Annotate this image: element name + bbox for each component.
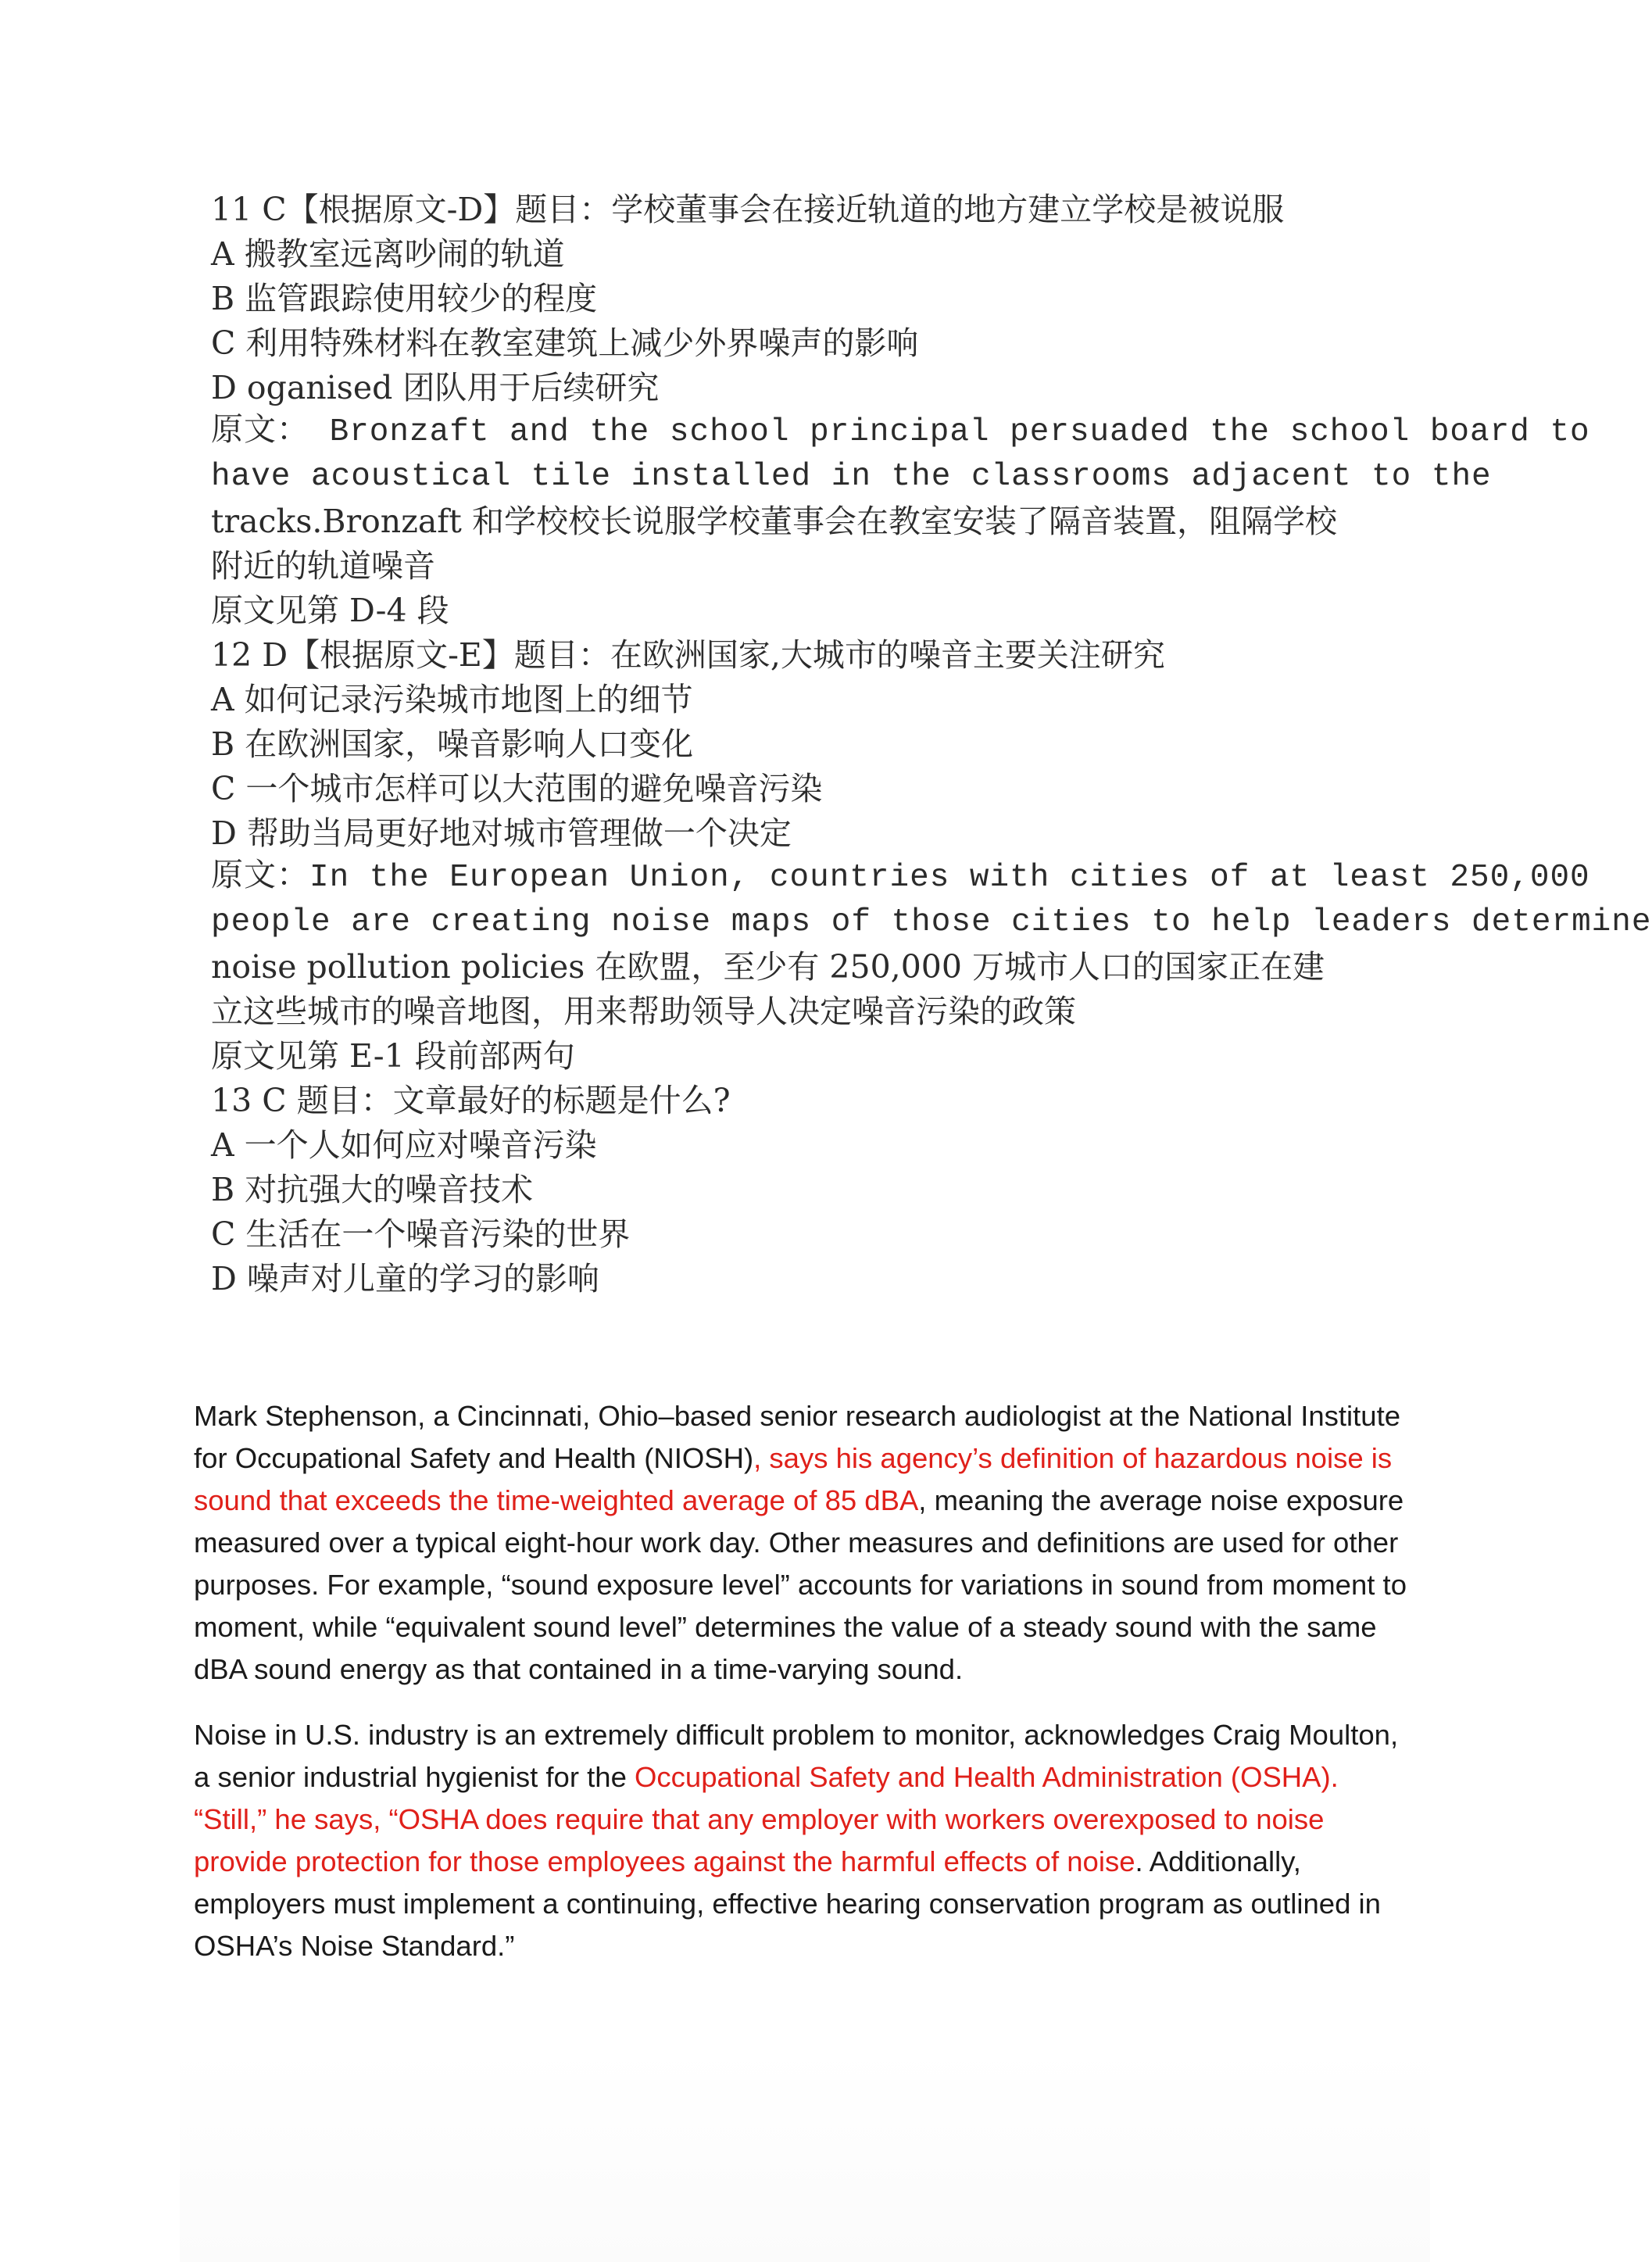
highlighted-text: Occupational Safety and Health Administration (OSHA). “Still,” he says, “OSHA does require that any employer with workers overexposed to noise provide protection for those employees against the harmful effects of noise (194, 1761, 1339, 1877)
scan-line: B 对抗强大的噪音技术 (211, 1171, 534, 1208)
scan-line: C 一个城市怎样可以大范围的避免噪音污染 (211, 770, 823, 807)
paragraph-osha (194, 1714, 1413, 1967)
scan-line: A 搬教室远离吵闹的轨道 (211, 235, 565, 273)
scan-line: D 噪声对儿童的学习的影响 (211, 1260, 599, 1297)
scan-line: 原文：In the European Union, countries with cities of at least 250,000 (211, 860, 1590, 896)
scan-line: C 生活在一个噪音污染的世界 (211, 1215, 631, 1253)
scan-line: 立这些城市的噪音地图，用来帮助领导人决定噪音污染的政策 (211, 993, 1076, 1030)
page-bottom-margin (180, 2048, 1430, 2262)
scan-line: 11 C【根据原文-D】题目：学校董事会在接近轨道的地方建立学校是被说服 (211, 191, 1285, 228)
paragraph-text: Mark Stephenson, a Cincinnati, Ohio–based senior research audiologist at the National Institute for Occupational Safety and Health (NIOSH) (194, 1400, 1401, 1474)
paragraph-text: , meaning the average noise exposure measured over a typical eight-hour work day. Other measures and definitions are used for other purposes. For example, “sound exposure level” accounts for variations in sound from moment to moment, while “equivalent sound level” determines the value of a steady sound with the same dBA sound energy as that contained in a time-varying sound. (194, 1484, 1407, 1685)
scan-line: tracks.Bronzaft 和学校校长说服学校董事会在教室安装了隔音装置，阻隔学校 (211, 503, 1337, 540)
scan-line: 13 C 题目：文章最好的标题是什么? (211, 1082, 731, 1119)
scan-line: B 在欧洲国家，噪音影响人口变化 (211, 725, 694, 763)
scan-line: A 如何记录污染城市地图上的细节 (211, 681, 693, 718)
paragraph-text: Noise in U.S. industry is an extremely difficult problem to monitor, acknowledges Craig Moulton, a senior industrial hygienist for the (194, 1719, 1399, 1793)
scan-line: A 一个人如何应对噪音污染 (211, 1126, 597, 1164)
scan-line: D 帮助当局更好地对城市管理做一个决定 (211, 814, 792, 852)
scan-line: D oganised 团队用于后续研究 (211, 369, 660, 406)
scan-line: 12 D【根据原文-E】题目：在欧洲国家,大城市的噪音主要关注研究 (211, 636, 1165, 674)
highlighted-text: , says his agency’s definition of hazardous noise is sound that exceeds the time-weighted average of 85 dBA (194, 1442, 1393, 1516)
scan-line: 原文见第 E-1 段前部两句 (211, 1037, 575, 1075)
scan-line: C 利用特殊材料在教室建筑上减少外界噪声的影响 (211, 324, 919, 362)
scan-line: 原文见第 D-4 段 (211, 592, 449, 629)
scan-line: noise pollution policies 在欧盟，至少有 250,000 万城市人口的国家正在建 (211, 948, 1325, 986)
paragraph-text: . Additionally, employers must implement a continuing, effective hearing conservation program as outlined in OSHA’s Noise Standard.” (194, 1845, 1381, 1962)
article-body (194, 1395, 1413, 1991)
scan-line: 原文： Bronzaft and the school principal persuaded the school board to (211, 414, 1590, 450)
paragraph-niosh (194, 1395, 1413, 1691)
scanned-answer-key-image (211, 188, 1652, 1313)
scan-line: B 监管跟踪使用较少的程度 (211, 280, 598, 317)
scan-line: people are creating noise maps of those cities to help leaders determine (211, 904, 1652, 940)
scan-line: have acoustical tile installed in the classrooms adjacent to the (211, 459, 1492, 495)
scan-line: 附近的轨道噪音 (211, 547, 435, 585)
